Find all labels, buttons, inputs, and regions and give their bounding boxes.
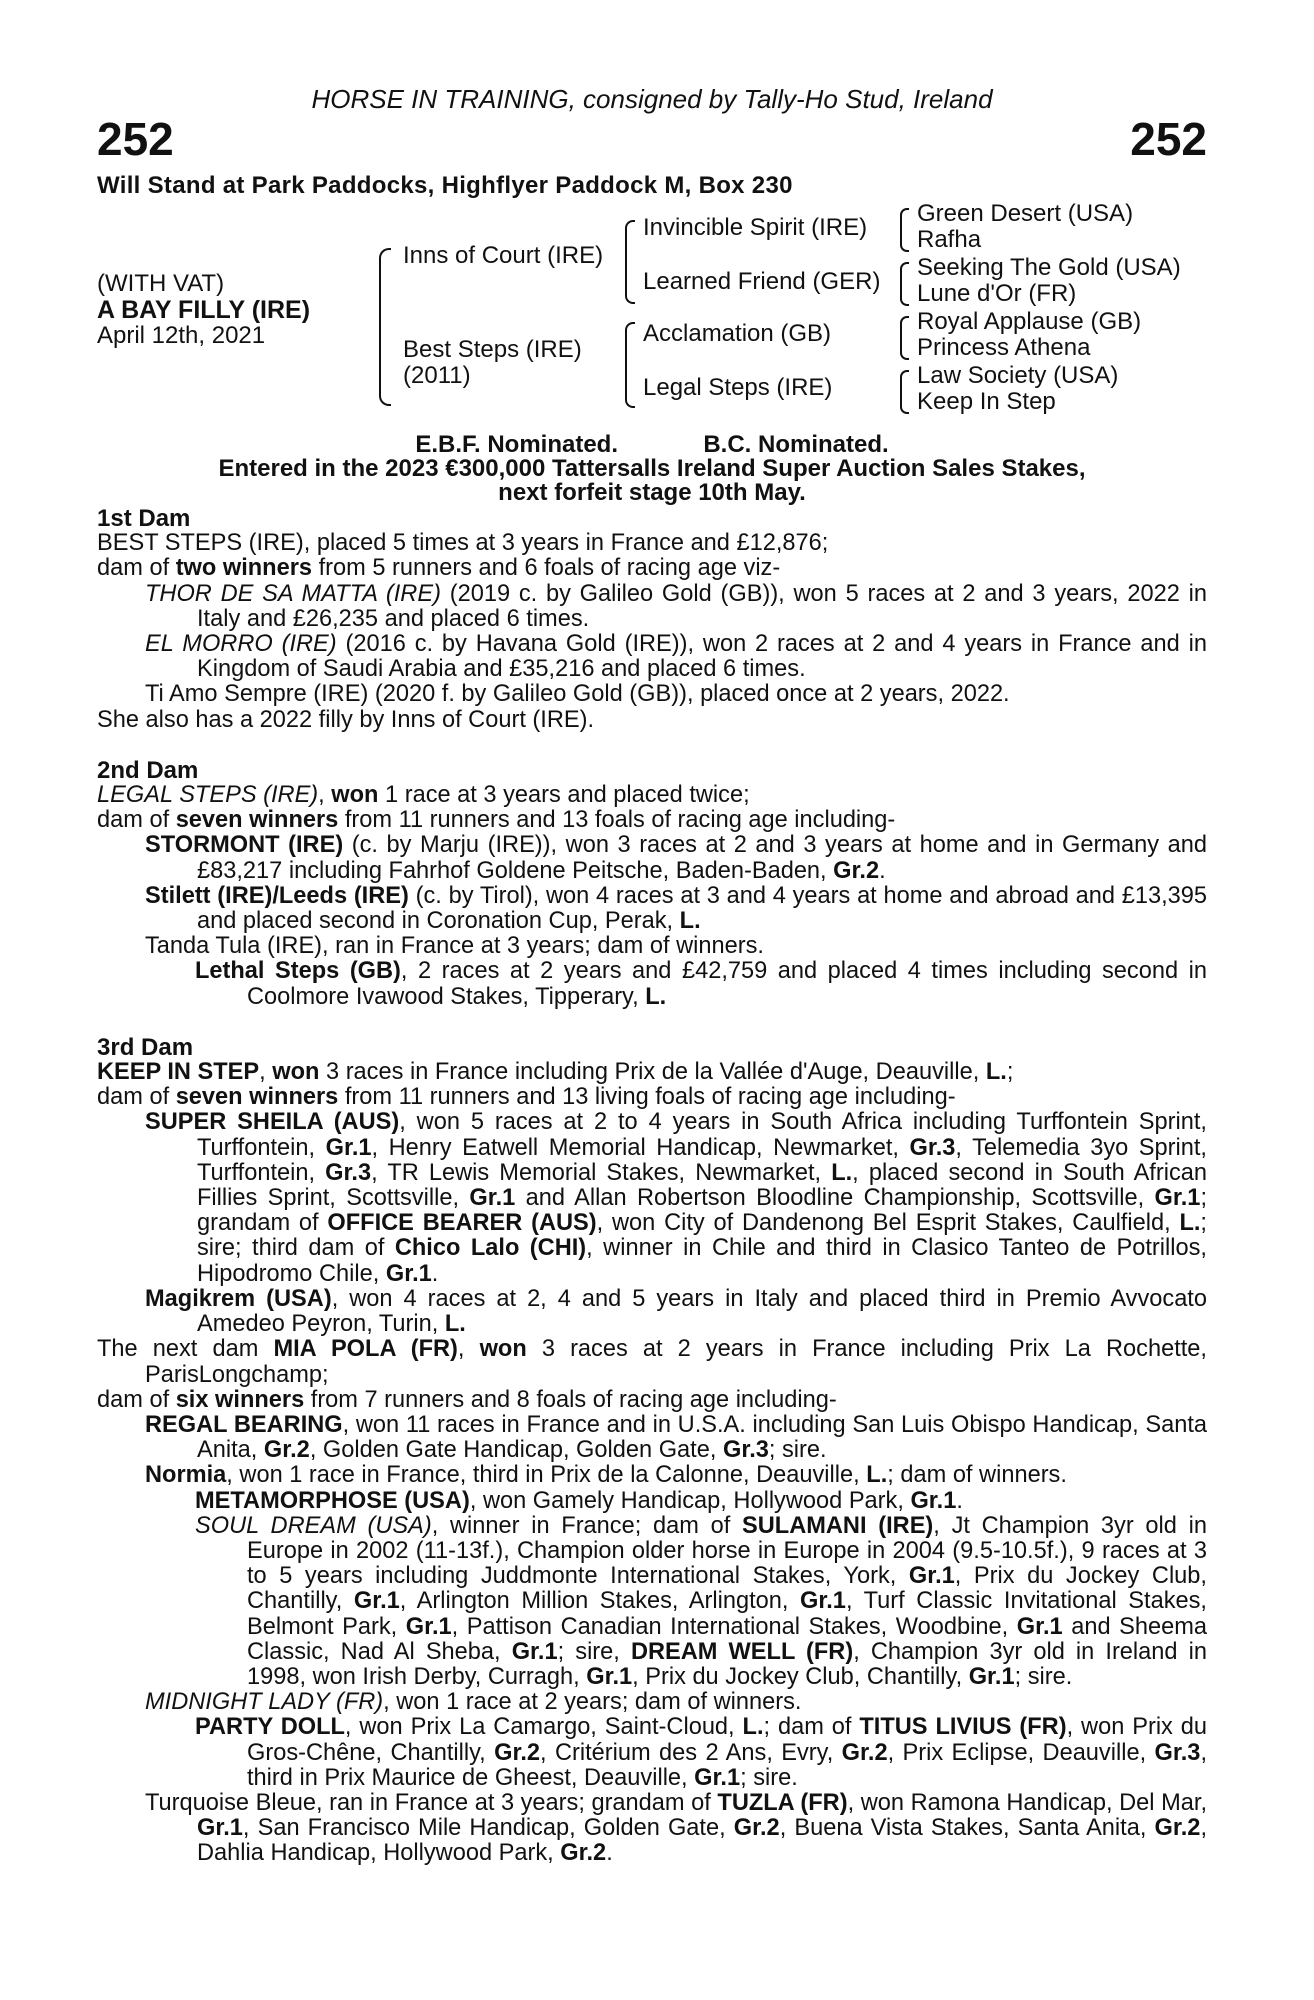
horse-name: A BAY FILLY (IRE) — [97, 296, 311, 324]
catalogue-page — [97, 0, 1207, 2000]
pedigree-dam-sire: Acclamation (GB) — [643, 320, 832, 347]
foaling-date: April 12th, 2021 — [97, 322, 266, 349]
produce-note: She also has a 2022 filly by Inns of Court (IRE). — [97, 706, 595, 733]
third-dam-text: KEEP IN STEP, won 3 races in France including Prix de la Vallée d'Auge, Deauville, L.; dam of seven winners from 11 runners and 13 living foals of racing age including- — [97, 1059, 1014, 1111]
produce-entry: EL MORRO (IRE) (2016 c. by Havana Gold (IRE)), won 2 races at 2 and 4 years in France and in Kingdom of Saudi Arabia and £35,216 and placed 6 times. — [145, 631, 1207, 683]
lot-number-right: 252 — [1130, 113, 1207, 165]
third-dam-heading: 3rd Dam — [97, 1033, 194, 1061]
produce-entry: REGAL BEARING, won 11 races in France and in U.S.A. including San Luis Obispo Handicap, Santa Anita, Gr.2, Golden Gate Handicap, Golden Gate, Gr.3; sire. — [145, 1411, 1207, 1464]
pedigree-dam-dam: Legal Steps (IRE) — [643, 374, 833, 401]
brace-dd — [900, 370, 909, 414]
stand-location: Will Stand at Park Paddocks, Highflyer Paddock M, Box 230 — [97, 172, 793, 199]
produce-entry: Ti Amo Sempre (IRE) (2020 f. by Galileo Gold (GB)), placed once at 2 years, 2022. — [145, 681, 1010, 708]
produce-entry: Lethal Steps (GB), 2 races at 2 years and £42,759 and placed 4 times including second in Coolmore Ivawood Stakes, Tipperary, L. — [195, 958, 1207, 1010]
pedigree-ssd: Rafha — [917, 226, 982, 253]
produce-entry: SUPER SHEILA (AUS), won 5 races at 2 to 4 years in South Africa including Turffontein Sprint, Turffontein, Gr.1, Henry Eatwell Memorial Handicap, Newmarket, Gr.3, Telemedia 3yo Sprint, Turffontein, Gr.3, TR Lewis Memorial Stakes, Newmarket, L., placed second in South African Fillies Sprint, Scottsville, Gr.1 and Allan Robertson Bloodline Championship, Scottsville, Gr.1; grandam of OFFICE BEARER (AUS), won City of Dandenong Bel Esprit Stakes, Caulfield, L.; sire; third dam of Chico Lalo (CHI), winner in Chile and third in Clasico Tanteo de Potrillos, Hipodromo Chile, Gr.1. — [145, 1109, 1208, 1287]
pedigree-ddd: Keep In Step — [917, 388, 1056, 415]
pedigree-dss: Royal Applause (GB) — [917, 308, 1142, 335]
dam-produce-record — [97, 506, 1207, 1867]
produce-entry: THOR DE SA MATTA (IRE) (2019 c. by Galileo Gold (GB)), won 5 races at 2 and 3 years, 2022 in Italy and £26,235 and placed 6 times. — [145, 580, 1207, 632]
sire-dam-brace — [379, 248, 391, 406]
pedigree-dam-year: (2011) — [403, 362, 471, 389]
first-dam-heading: 1st Dam — [97, 505, 191, 532]
race-entry-line1: Entered in the 2023 €300,000 Tattersalls Ireland Super Auction Sales Stakes, — [218, 455, 1086, 482]
pedigree-dam: Best Steps (IRE) — [403, 336, 582, 363]
produce-entry: PARTY DOLL, won Prix La Camargo, Saint-Cloud, L.; dam of TITUS LIVIUS (FR), won Prix du Gros-Chêne, Chantilly, Gr.2, Critérium des 2 Ans, Evry, Gr.2, Prix Eclipse, Deauville, Gr.3, third in Prix Maurice de Gheest, Deauville, Gr.1; sire. — [195, 1714, 1208, 1791]
ebf-nomination: E.B.F. Nominated. — [415, 431, 618, 458]
produce-entry: METAMORPHOSE (USA), won Gamely Handicap, Hollywood Park, Gr.1. — [195, 1487, 963, 1514]
brace-sd — [900, 262, 909, 306]
pedigree-dsd: Princess Athena — [917, 334, 1091, 361]
sire-line-brace — [625, 220, 635, 304]
brace-ds — [900, 316, 909, 360]
pedigree-sire-sire: Invincible Spirit (IRE) — [643, 214, 868, 241]
produce-entry: STORMONT (IRE) (c. by Marju (IRE)), won 3 races at 2 and 3 years at home and in Germany and £83,217 including Fahrhof Goldene Peitsche, Baden-Baden, Gr.2. — [145, 832, 1208, 884]
produce-entry: MIDNIGHT LADY (FR), won 1 race at 2 years; dam of winners. — [145, 1689, 802, 1716]
bc-nomination: B.C. Nominated. — [703, 431, 889, 458]
pedigree-sire-dam: Learned Friend (GER) — [643, 268, 881, 295]
produce-entry: Magikrem (USA), won 4 races at 2, 4 and 5 years in Italy and placed third in Premio Avvocato Amedeo Peyron, Turin, L. — [145, 1285, 1207, 1338]
produce-entry: Tanda Tula (IRE), ran in France at 3 years; dam of winners. — [145, 933, 764, 960]
next-dam-text: The next dam MIA POLA (FR), won 3 races at 2 years in France including Prix La Rochette, ParisLongchamp; — [97, 1336, 1207, 1388]
next-dam-produce: dam of six winners from 7 runners and 8 foals of racing age including- — [97, 1386, 837, 1413]
second-dam-text: LEGAL STEPS (IRE), won 1 race at 3 years and placed twice; dam of seven winners from 11 runners and 13 foals of racing age including- — [97, 782, 896, 834]
produce-entry: SOUL DREAM (USA), winner in France; dam of SULAMANI (IRE), Jt Champion 3yr old in Europe in 2002 (11-13f.), Champion older horse in Europe in 2004 (9.5-10.5f.), 9 races at 3 to 5 years including Juddmonte International Stakes, York, Gr.1, Prix du Jockey Club, Chantilly, Gr.1, Arlington Million Stakes, Arlington, Gr.1, Turf Classic Invitational Stakes, Belmont Park, Gr.1, Pattison Canadian International Stakes, Woodbine, Gr.1 and Sheema Classic, Nad Al Sheba, Gr.1; sire, DREAM WELL (FR), Champion 3yr old in Ireland in 1998, won Irish Derby, Curragh, Gr.1, Prix du Jockey Club, Chantilly, Gr.1; sire. — [195, 1512, 1207, 1690]
vat-note: (WITH VAT) — [97, 270, 225, 297]
pedigree-dds: Law Society (USA) — [917, 362, 1119, 389]
consignor-header: HORSE IN TRAINING, consigned by Tally-Ho Stud, Ireland — [311, 84, 993, 114]
produce-entry: Turquoise Bleue, ran in France at 3 years; grandam of TUZLA (FR), won Ramona Handicap, Del Mar, Gr.1, San Francisco Mile Handicap, Golden Gate, Gr.2, Buena Vista Stakes, Santa Anita, Gr.2, Dahlia Handicap, Hollywood Park, Gr.2. — [145, 1789, 1207, 1867]
pedigree-sds: Seeking The Gold (USA) — [917, 254, 1181, 281]
lot-number-left: 252 — [97, 113, 174, 165]
dam-line-brace — [625, 322, 635, 408]
second-dam-heading: 2nd Dam — [97, 756, 199, 784]
pedigree-sire: Inns of Court (IRE) — [403, 242, 604, 269]
produce-entry: Stilett (IRE)/Leeds (IRE) (c. by Tirol), won 4 races at 3 and 4 years at home and abroad and £13,395 and placed second in Coronation Cup, Perak, L. — [145, 882, 1207, 935]
race-entry-line2: next forfeit stage 10th May. — [498, 479, 806, 506]
brace-ss — [900, 208, 909, 252]
produce-entry: Normia, won 1 race in France, third in Prix de la Calonne, Deauville, L.; dam of winners. — [145, 1462, 1067, 1489]
pedigree-sdd: Lune d'Or (FR) — [917, 280, 1077, 307]
pedigree-sss: Green Desert (USA) — [917, 200, 1134, 227]
first-dam-text: BEST STEPS (IRE), placed 5 times at 3 years in France and £12,876; dam of two winners from 5 runners and 6 foals of racing age viz- — [97, 530, 829, 582]
pedigree-table — [97, 202, 1207, 424]
